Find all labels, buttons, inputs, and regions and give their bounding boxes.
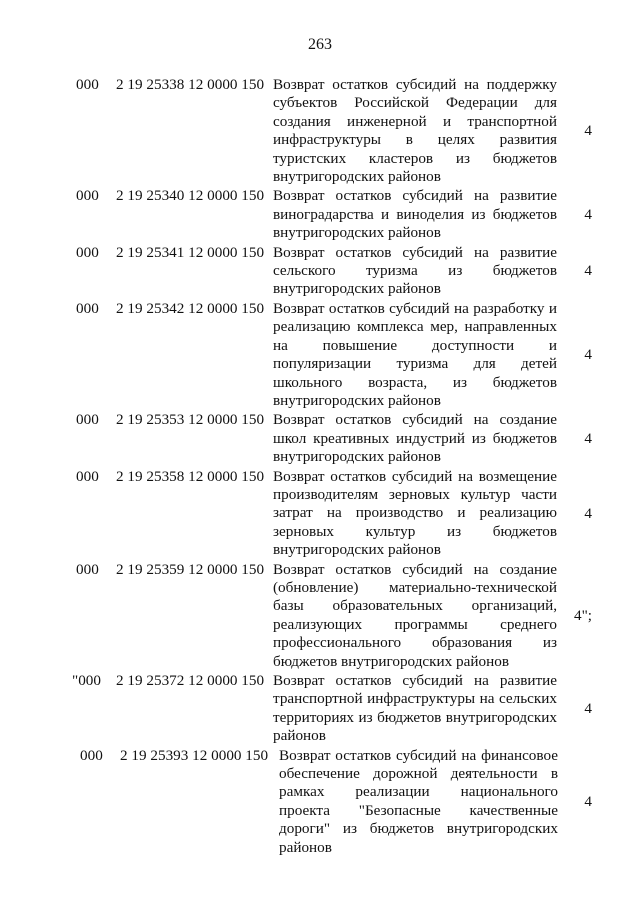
table-row — [0, 244, 640, 299]
budget-classification-code: 2 19 25340 12 0000 150 — [116, 187, 265, 205]
admin-code: 000 — [76, 76, 99, 93]
row-description: Возврат остатков субсидий на создание школ креативных индустрий из бюджетов внутригородских районов — [273, 411, 557, 466]
admin-code: 000 — [76, 243, 99, 261]
table-row — [0, 411, 640, 466]
row-value: 4 — [584, 792, 592, 810]
row-description: Возврат остатков субсидий на поддержку субъектов Российской Федерации для создания инженерной и транспортной инфраструктуры в целях развития туристских кластеров из бюджетов внутригородских районов — [273, 76, 557, 186]
table-row — [0, 468, 640, 560]
admin-code: 000 — [76, 560, 99, 578]
admin-code: 000 — [80, 746, 103, 764]
budget-classification-code: 2 19 25372 12 0000 150 — [116, 672, 265, 689]
row-description: Возврат остатков субсидий на финансовое обеспечение дорожной деятельности в рамках реализации национального проекта "Безопасные качественные дороги" из бюджетов внутригородских районов — [279, 746, 558, 856]
row-value: 4 — [584, 206, 592, 224]
table-row — [0, 561, 640, 671]
budget-classification-code: 2 19 25358 12 0000 150 — [116, 467, 265, 485]
budget-classification-code: 2 19 25353 12 0000 150 — [116, 411, 265, 429]
budget-classification-code: 2 19 25341 12 0000 150 — [116, 243, 265, 261]
admin-code: 000 — [76, 299, 99, 317]
admin-code: "000 — [72, 672, 101, 689]
row-value: 4 — [584, 346, 592, 364]
table-row — [0, 672, 640, 746]
row-description: Возврат остатков субсидий на разработку и реализацию комплекса мер, направленных на повышение доступности и популяризации туризма для детей школьного возраста, из бюджетов внутригородских районов — [273, 299, 557, 409]
budget-codes-table — [0, 76, 640, 858]
budget-classification-code: 2 19 25359 12 0000 150 — [116, 560, 265, 578]
page-number: 263 — [308, 36, 332, 53]
row-value: 4 — [584, 699, 592, 717]
row-description: Возврат остатков субсидий на создание (обновление) материально-технической базы образовательных организаций, реализующих программы среднего профессионального образования из бюджетов внутригородских районов — [273, 560, 557, 670]
row-value: 4"; — [573, 606, 592, 624]
budget-classification-code: 2 19 25338 12 0000 150 — [116, 76, 265, 93]
admin-code: 000 — [76, 187, 99, 205]
budget-classification-code: 2 19 25342 12 0000 150 — [116, 299, 265, 317]
table-row — [0, 76, 640, 186]
budget-classification-code: 2 19 25393 12 0000 150 — [120, 746, 269, 764]
row-value: 4 — [584, 122, 592, 140]
row-value: 4 — [584, 504, 592, 522]
row-description: Возврат остатков субсидий на развитие транспортной инфраструктуры на сельских территориях из бюджетов внутригородских районов — [273, 672, 557, 745]
row-description: Возврат остатков субсидий на развитие сельского туризма из бюджетов внутригородских районов — [273, 243, 557, 298]
row-description: Возврат остатков субсидий на развитие виноградарства и виноделия из бюджетов внутригородских районов — [273, 187, 557, 242]
table-row — [0, 300, 640, 410]
row-value: 4 — [584, 262, 592, 280]
admin-code: 000 — [76, 467, 99, 485]
admin-code: 000 — [76, 411, 99, 429]
row-description: Возврат остатков субсидий на возмещение производителям зерновых культур части затрат на производство и реализацию зерновых культур из бюджетов внутригородских районов — [273, 467, 557, 559]
table-row — [0, 187, 640, 242]
row-value: 4 — [584, 429, 592, 447]
table-row — [0, 747, 640, 857]
